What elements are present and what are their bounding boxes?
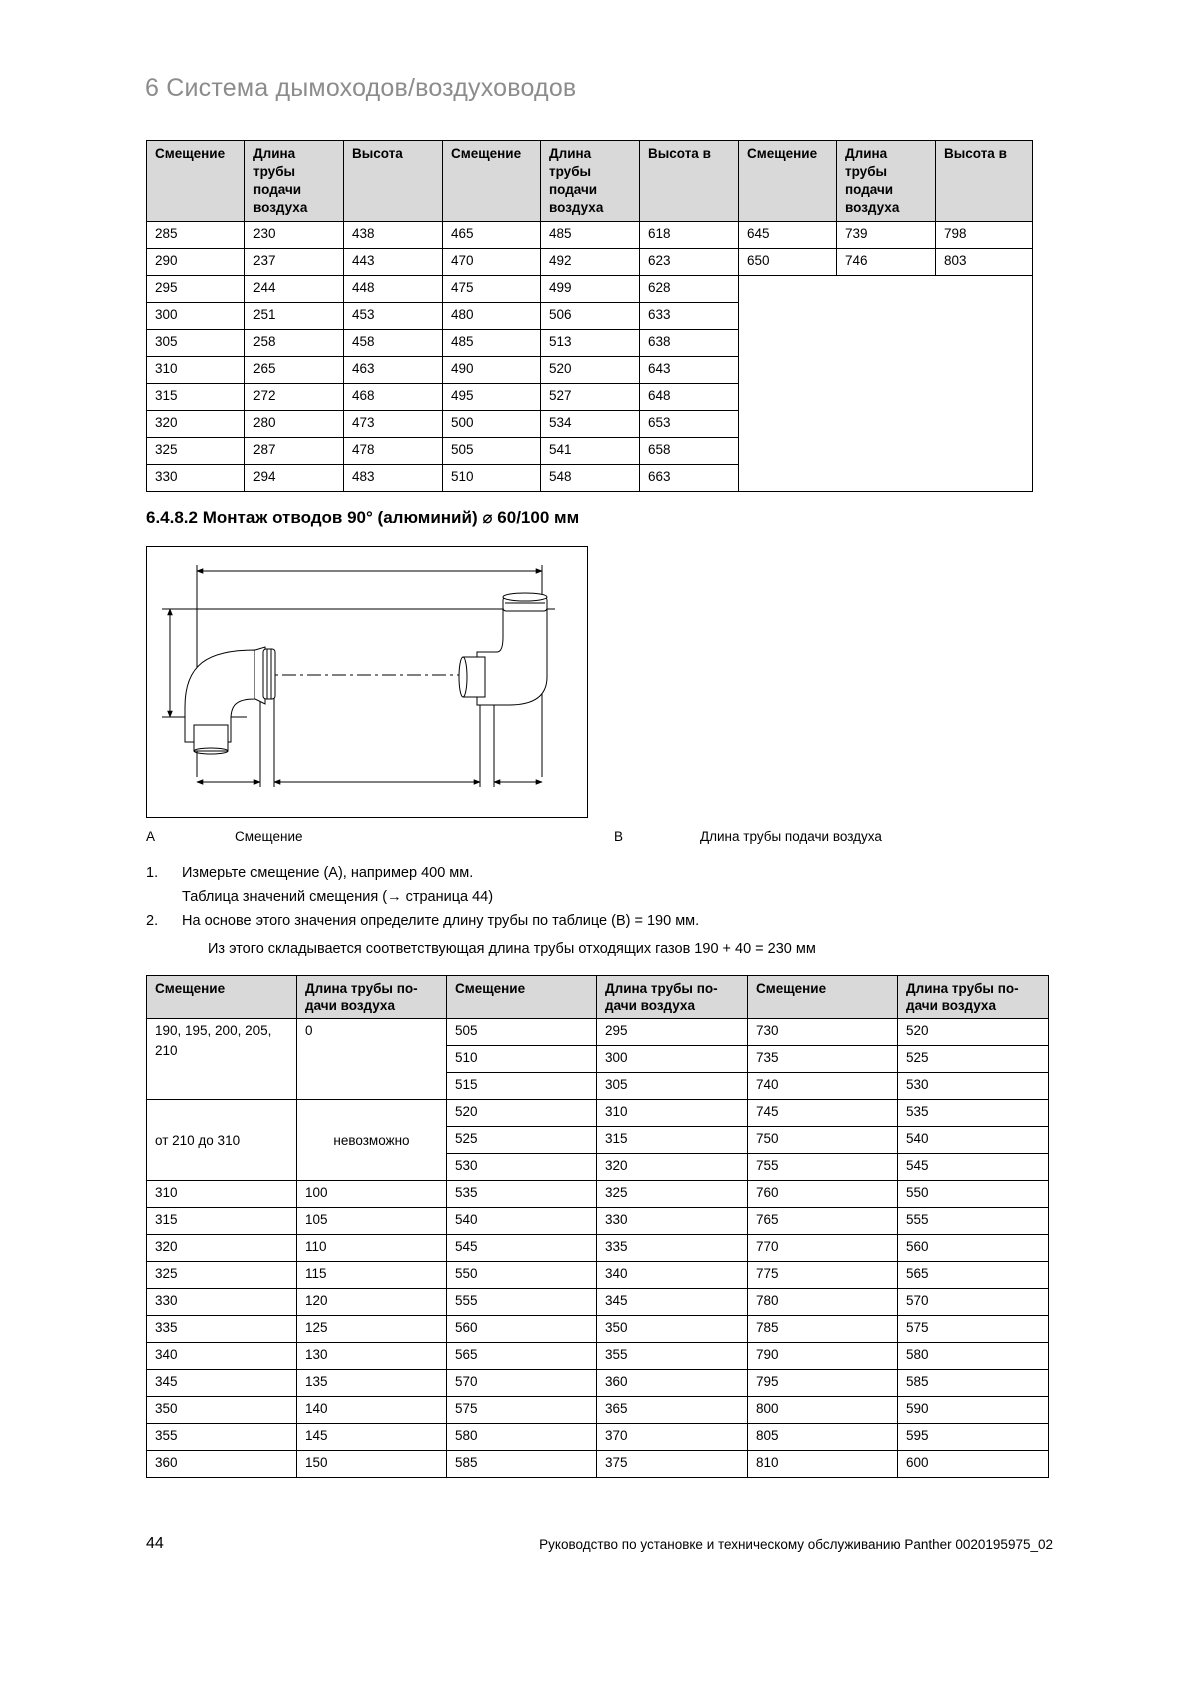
table-cell: 325 [597,1181,748,1208]
table-cell: 495 [443,384,541,411]
table-cell: 320 [597,1154,748,1181]
column-header: Высота в [936,141,1033,222]
step-text: Таблица значений смещения (→ страница 44) [182,889,494,905]
table-row [147,222,1033,249]
table-cell: 527 [541,384,640,411]
table-cell: 340 [597,1262,748,1289]
table-cell: 530 [898,1073,1049,1100]
table-cell: 505 [447,1019,597,1046]
page-number: 44 [146,1535,164,1552]
table-cell: 492 [541,249,640,276]
table-cell: 115 [297,1262,447,1289]
table-cell: 623 [640,249,739,276]
column-header: Смещение [748,976,898,1019]
chapter-title: 6 Система дымоходов/воздуховодов [145,74,577,102]
table-cell: 365 [597,1397,748,1424]
table-cell: 658 [640,438,739,465]
table-cell: 550 [447,1262,597,1289]
table-cell: 251 [245,303,344,330]
column-header: Длина трубы подачи воздуха [541,141,640,222]
table-cell: 770 [748,1235,898,1262]
table-cell: 525 [898,1046,1049,1073]
table-cell: 515 [447,1073,597,1100]
legend-key-b: B [614,829,624,844]
table-cell: 540 [898,1127,1049,1154]
table-cell: 480 [443,303,541,330]
offset-table-2 [146,975,1049,1478]
table-cell: 735 [748,1046,898,1073]
table-cell: 740 [748,1073,898,1100]
table-cell: 530 [447,1154,597,1181]
table-cell: 535 [447,1181,597,1208]
table-row [147,1316,1049,1343]
table-cell: 150 [297,1451,447,1478]
offset-table-1 [146,140,1033,492]
table-cell: 120 [297,1289,447,1316]
table-cell: 330 [147,465,245,492]
step-text: Измерьте смещение (A), например 400 мм. [182,865,474,881]
table-cell: 285 [147,222,245,249]
table-row [147,1019,1049,1046]
table-cell: 244 [245,276,344,303]
table-cell: 315 [597,1127,748,1154]
table-cell: 340 [147,1343,297,1370]
table-cell: 555 [447,1289,597,1316]
table-cell: 465 [443,222,541,249]
table-cell: 475 [443,276,541,303]
table-cell: 520 [898,1019,1049,1046]
table-row [147,1208,1049,1235]
table-cell: 135 [297,1370,447,1397]
table-cell: 653 [640,411,739,438]
table-cell: 448 [344,276,443,303]
table-row [147,1424,1049,1451]
table-cell: 310 [147,357,245,384]
table-cell: 320 [147,411,245,438]
table-cell: 760 [748,1181,898,1208]
column-header: Длина трубы по-дачи воздуха [297,976,447,1019]
step-number: 2. [146,913,159,929]
table-cell: 548 [541,465,640,492]
table-cell: 485 [443,330,541,357]
table-cell: 750 [748,1127,898,1154]
diagram-drawing [147,547,587,817]
table-cell: 310 [147,1181,297,1208]
table-cell: 473 [344,411,443,438]
table-cell: 506 [541,303,640,330]
table-cell: 325 [147,1262,297,1289]
table-cell: 335 [147,1316,297,1343]
table-cell: 643 [640,357,739,384]
column-header: Высота [344,141,443,222]
table-row [147,1370,1049,1397]
column-header: Смещение [147,976,297,1019]
table-cell: 800 [748,1397,898,1424]
table-cell: 520 [541,357,640,384]
table-cell: 633 [640,303,739,330]
table-cell: 545 [898,1154,1049,1181]
step-text: На основе этого значения определите длину трубы по таблице (B) = 190 мм. [182,913,700,929]
table-cell: 438 [344,222,443,249]
table-cell: 478 [344,438,443,465]
table-cell: 330 [147,1289,297,1316]
table-row [147,1100,1049,1127]
table-cell: 345 [147,1370,297,1397]
table-cell: 300 [597,1046,748,1073]
column-header: Смещение [443,141,541,222]
table-cell: 295 [147,276,245,303]
table-cell: 294 [245,465,344,492]
table-cell: 550 [898,1181,1049,1208]
table-cell: 370 [597,1424,748,1451]
table-cell: 360 [147,1451,297,1478]
table-row [147,1235,1049,1262]
table-cell: 785 [748,1316,898,1343]
table-row [147,249,1033,276]
legend-text-a: Смещение [235,829,303,844]
table-cell: 638 [640,330,739,357]
table-cell: 650 [739,249,837,276]
column-header: Длина трубы подачи воздуха [837,141,936,222]
table-cell: 775 [748,1262,898,1289]
table-header-row [147,141,1033,222]
column-header: Смещение [739,141,837,222]
table-cell: 320 [147,1235,297,1262]
table-cell: 600 [898,1451,1049,1478]
table-cell: 510 [447,1046,597,1073]
column-header: Длина трубы по-дачи воздуха [597,976,748,1019]
table-cell: 765 [748,1208,898,1235]
column-header: Длина трубы по-дачи воздуха [898,976,1049,1019]
column-header: Смещение [447,976,597,1019]
table-cell: 575 [898,1316,1049,1343]
table-row [147,1262,1049,1289]
table-cell: 305 [147,330,245,357]
elbow-installation-diagram [146,546,588,818]
table-cell: 0 [297,1019,447,1100]
table-cell: 545 [447,1235,597,1262]
table-row [147,1181,1049,1208]
table-cell: 100 [297,1181,447,1208]
table-cell: 648 [640,384,739,411]
table-cell: 468 [344,384,443,411]
table-cell: 510 [443,465,541,492]
table-cell: 595 [898,1424,1049,1451]
table-cell: 355 [147,1424,297,1451]
table-cell: 305 [597,1073,748,1100]
table-header-row [147,976,1049,1019]
table-cell: 535 [898,1100,1049,1127]
table-cell: 746 [837,249,936,276]
table-row [147,1397,1049,1424]
table-cell: от 210 до 310 [147,1100,297,1181]
table-cell: 453 [344,303,443,330]
table-cell: 105 [297,1208,447,1235]
table-cell: 590 [898,1397,1049,1424]
table-cell: 513 [541,330,640,357]
table-cell: 490 [443,357,541,384]
table-cell: 330 [597,1208,748,1235]
table-cell: 540 [447,1208,597,1235]
legend-text-b: Длина трубы подачи воздуха [700,829,882,844]
table-cell: 500 [443,411,541,438]
table-cell: 585 [898,1370,1049,1397]
table-cell: 745 [748,1100,898,1127]
legend-key-a: A [146,829,156,844]
section-title: 6.4.8.2 Монтаж отводов 90° (алюминий) ⌀ 60/100 мм [146,508,580,527]
table-cell: 335 [597,1235,748,1262]
table-cell: 295 [597,1019,748,1046]
table-cell: 125 [297,1316,447,1343]
table-cell: 565 [898,1262,1049,1289]
table-cell: 541 [541,438,640,465]
table-cell: 300 [147,303,245,330]
table-cell: 534 [541,411,640,438]
table-cell: 355 [597,1343,748,1370]
table-cell: 315 [147,1208,297,1235]
table-cell: 350 [147,1397,297,1424]
table-cell: 130 [297,1343,447,1370]
table-cell: 780 [748,1289,898,1316]
table-cell: 463 [344,357,443,384]
table-cell: 810 [748,1451,898,1478]
table-cell: 110 [297,1235,447,1262]
table-cell: 140 [297,1397,447,1424]
table-cell: 375 [597,1451,748,1478]
table-cell: 628 [640,276,739,303]
table-cell: 458 [344,330,443,357]
table-cell: 520 [447,1100,597,1127]
table-cell: 575 [447,1397,597,1424]
table-cell: 485 [541,222,640,249]
table-cell: 310 [597,1100,748,1127]
footer-text: Руководство по установке и техническому обслуживанию Panther 0020195975_02 [539,1537,1053,1552]
table-cell: невозможно [297,1100,447,1181]
table-row [147,1451,1049,1478]
table-cell: 230 [245,222,344,249]
result-line: Из этого складывается соответствующая длина трубы отходящих газов 190 + 40 = 230 мм [208,941,816,957]
table-cell: 443 [344,249,443,276]
table-cell: 258 [245,330,344,357]
table-row [147,1343,1049,1370]
table-cell: 505 [443,438,541,465]
table-cell: 560 [447,1316,597,1343]
table-cell: 360 [597,1370,748,1397]
table-cell: 730 [748,1019,898,1046]
table-cell: 470 [443,249,541,276]
table-cell: 585 [447,1451,597,1478]
table-row [147,1289,1049,1316]
table-cell: 570 [898,1289,1049,1316]
table-cell: 287 [245,438,344,465]
table-cell: 237 [245,249,344,276]
table-cell: 790 [748,1343,898,1370]
table-cell: 350 [597,1316,748,1343]
table-cell: 645 [739,222,837,249]
table-cell: 280 [245,411,344,438]
table-cell: 315 [147,384,245,411]
table-cell: 580 [447,1424,597,1451]
table-cell: 565 [447,1343,597,1370]
table-cell: 265 [245,357,344,384]
step-number: 1. [146,865,159,881]
table-cell: 145 [297,1424,447,1451]
empty-cell [739,276,1033,492]
column-header: Высота в [640,141,739,222]
column-header: Длина трубы подачи воздуха [245,141,344,222]
table-cell: 618 [640,222,739,249]
table-cell: 739 [837,222,936,249]
table-cell: 805 [748,1424,898,1451]
table-cell: 798 [936,222,1033,249]
table-cell: 525 [447,1127,597,1154]
table-cell: 795 [748,1370,898,1397]
table-cell: 580 [898,1343,1049,1370]
table-cell: 272 [245,384,344,411]
table-cell: 663 [640,465,739,492]
table-cell: 325 [147,438,245,465]
column-header: Смещение [147,141,245,222]
table-cell: 190, 195, 200, 205, 210 [147,1019,297,1100]
table-cell: 290 [147,249,245,276]
table-cell: 345 [597,1289,748,1316]
table-cell: 803 [936,249,1033,276]
table-row [147,276,1033,303]
table-cell: 499 [541,276,640,303]
table-cell: 570 [447,1370,597,1397]
table-cell: 560 [898,1235,1049,1262]
table-cell: 755 [748,1154,898,1181]
table-cell: 483 [344,465,443,492]
table-cell: 555 [898,1208,1049,1235]
